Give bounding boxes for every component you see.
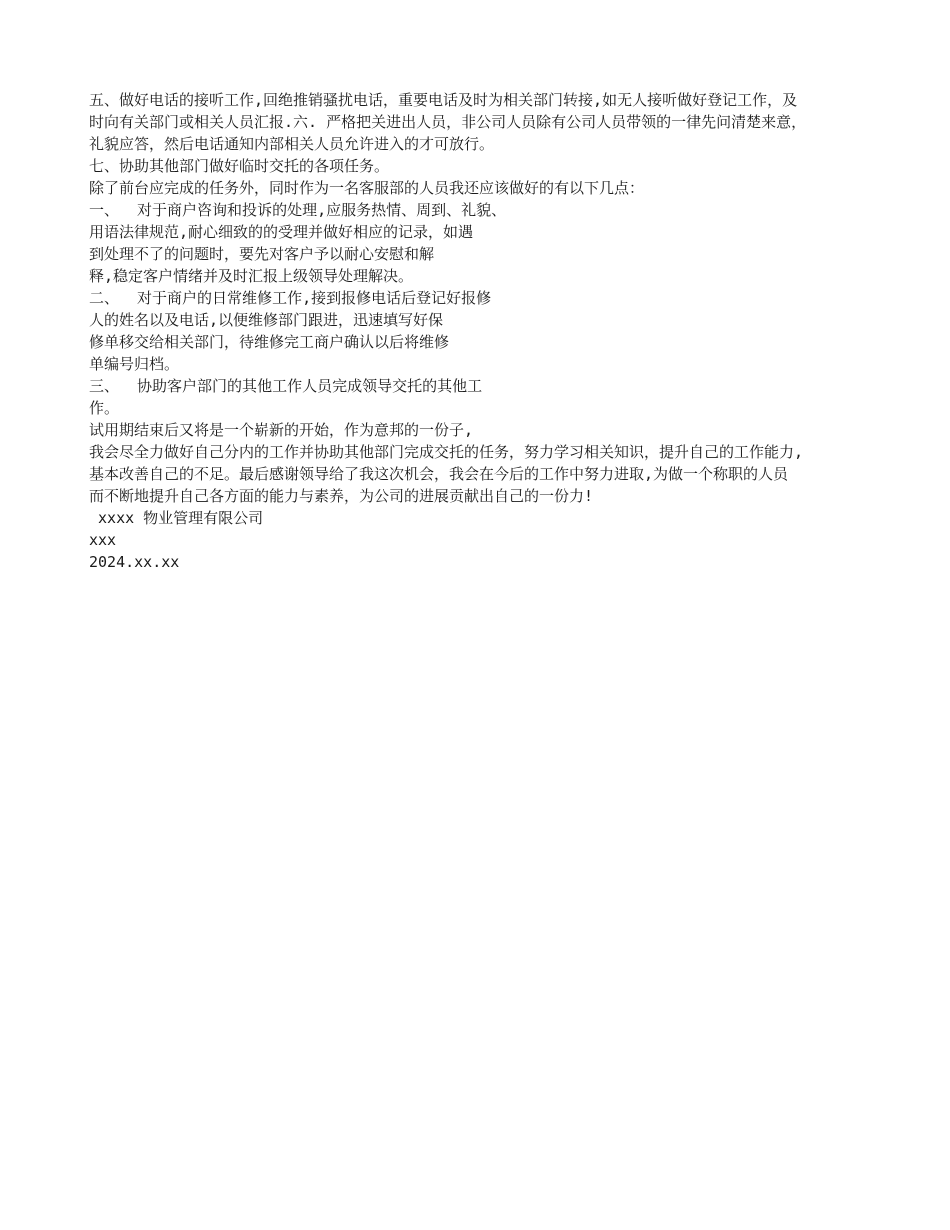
text-line: 用语法律规范,耐心细致的的受理并做好相应的记录，如遇 xyxy=(89,223,474,241)
text-line: 到处理不了的问题时，要先对客户予以耐心安慰和解 xyxy=(89,245,435,263)
text-line: 修单移交给相关部门，待维修完工商户确认以后将维修 xyxy=(89,333,450,351)
text-line: 时向有关部门或相关人员汇报.六. 严格把关进出人员，非公司人员除有公司人员带领的一律先问清楚来意， xyxy=(89,113,807,131)
text-line: 礼貌应答，然后电话通知内部相关人员允许进入的才可放行。 xyxy=(89,135,495,153)
text-line: 基本改善自己的不足。最后感谢领导给了我这次机会，我会在今后的工作中努力进取,为做一个称职的人员 xyxy=(89,465,789,483)
document-body xyxy=(89,89,879,573)
signature-date: 2024.xx.xx xyxy=(89,553,180,571)
signer-name: xxx xyxy=(89,531,117,549)
text-line: 而不断地提升自己各方面的能力与素养，为公司的进展贡献出自己的一份力! xyxy=(89,487,594,505)
text-line: 我会尽全力做好自己分内的工作并协助其他部门完成交托的任务，努力学习相关知识，提升自己的工作能力, xyxy=(89,443,804,461)
text-line: 七、协助其他部门做好临时交托的各项任务。 xyxy=(89,157,390,175)
text-line: 除了前台应完成的任务外，同时作为一名客服部的人员我还应该做好的有以下几点： xyxy=(89,179,645,197)
text-line: 一、 对于商户咨询和投诉的处理,应服务热情、周到、礼貌、 xyxy=(89,201,507,219)
text-line: 五、做好电话的接听工作,回绝推销骚扰电话，重要电话及时为相关部门转接,如无人接听做好登记工作，及 xyxy=(89,91,798,109)
text-line: 释,稳定客户情绪并及时汇报上级领导处理解决。 xyxy=(89,267,414,285)
text-line: 试用期结束后又将是一个崭新的开始，作为意邦的一份子, xyxy=(89,421,474,439)
text-line: 三、 协助客户部门的其他工作人员完成领导交托的其他工 xyxy=(89,377,483,395)
text-line: 二、 对于商户的日常维修工作,接到报修电话后登记好报修 xyxy=(89,289,492,307)
text-line: 作。 xyxy=(89,399,120,417)
company-signature: xxxx 物业管理有限公司 xyxy=(89,509,264,527)
text-line: 单编号归档。 xyxy=(89,355,180,373)
text-line: 人的姓名以及电话,以便维修部门跟进，迅速填写好保 xyxy=(89,311,444,329)
